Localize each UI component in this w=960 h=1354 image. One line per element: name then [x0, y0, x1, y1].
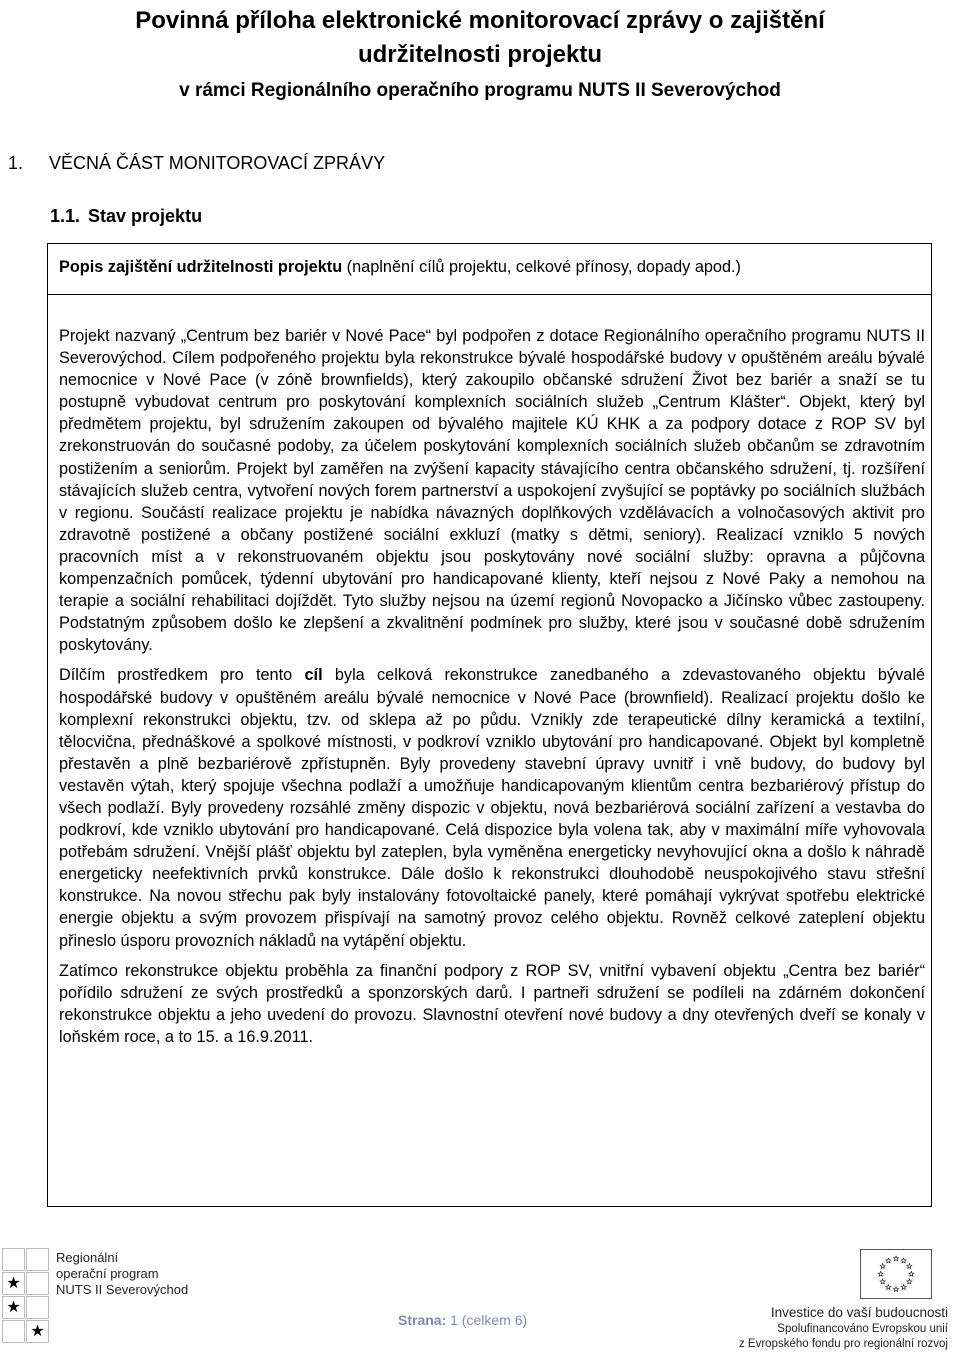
paragraph-1: Projekt nazvaný „Centrum bez bariér v Nové Pace“ byl podpořen z dotace Regionálního operačního programu NUTS II Severovýchod. Cílem podpořeného projektu byla rekonstrukce bývalé hospodářské budovy v opuštěném areálu bývalé nemocnice v Nové Pace (v zóně brownfields), který zakoupilo občanské sdružení Život bez bariér a snaží se tu postupně vybudovat centrum pro poskytování komplexních sociálních služeb „Centrum Klášter“. Objekt, který byl předmětem projektu, byl sdružením zakoupen od bývalého majitele KÚ KHK a za podpory dotace z ROP SV byl zrekonstruován do současné podoby, za účelem poskytování komplexních sociálních služeb občanům se zdravotním postižením a seniorům. Projekt byl zaměřen na zvýšení kapacity stávajícího centra občanského sdružení, tj. rozšíření stávajících služeb centra, vytvoření nových forem partnerství a uspokojení zvyšující se poptávky po sociálních službách v regionu. Součástí realizace projektu je nabídka návazných doplňkových vzdělávacích a volnočasových aktivit pro zdravotně postižené a občany postižené sociální exkluzí (matky s dětmi, seniory). Realizací vzniklo 5 nových pracovních míst a v rekonstruovaném objektu jsou poskytovány nové sociální služby: opravna a půjčovna kompenzačních pomůcek, týdenní ubytování pro handicapované klienty, kteří nejsou z Nové Paky a nemohou na terapie a sociální rehabilitaci dojíždět. Tyto služby nejsou na území regionů Novopacko a Jičínsko vůbec zastoupeny. Podstatným způsobem došlo ke zlepšení a zkvalitnění podmínek pro služby, které jsou v současné době sdružením poskytovány. [59, 327, 925, 655]
logo-square [26, 1296, 49, 1319]
logo-line-2: operační program [56, 1266, 159, 1281]
box-heading-bold: Popis zajištění udržitelnosti projektu [59, 258, 343, 276]
section-title: VĚCNÁ ČÁST MONITOROVACÍ ZPRÁVY [49, 153, 386, 173]
star-icon: ★ [6, 1274, 21, 1292]
paragraph-2 [59, 664, 925, 951]
eu-star-icon [886, 1258, 891, 1263]
logo-square [2, 1248, 25, 1271]
eu-line-2: Spolufinancováno Evropskou unií [777, 1323, 948, 1335]
star-icon: ★ [6, 1298, 21, 1316]
subsection-number: 1.1. [50, 206, 81, 226]
section-heading [8, 150, 385, 176]
eu-star-icon [901, 1258, 906, 1263]
eu-star-icon [893, 1287, 898, 1292]
paragraph-2-bold: cíl [304, 666, 323, 685]
title-line-1: Povinná příloha elektronické monitorovací zprávy o zajištění [135, 7, 825, 34]
box-heading [48, 244, 931, 295]
rop-logo-text [56, 1250, 188, 1298]
paragraph-2-start: Dílčím prostředkem pro tento [59, 666, 305, 685]
eu-star-icon [878, 1271, 883, 1276]
page-number [398, 1312, 527, 1328]
eu-star-icon [909, 1271, 914, 1276]
logo-square [26, 1320, 49, 1343]
rop-logo-grid [2, 1248, 52, 1348]
logo-line-1: Regionální [56, 1250, 119, 1265]
eu-star-icon [880, 1264, 885, 1269]
page-label: Strana: [398, 1312, 447, 1328]
eu-star-icon [901, 1285, 906, 1290]
subsection-title: Stav projektu [88, 206, 203, 226]
star-icon: ★ [30, 1322, 45, 1340]
eu-star-icon [893, 1256, 898, 1261]
section-number: 1. [8, 153, 24, 173]
box-body [48, 295, 931, 1048]
paragraph-3: Zatímco rekonstrukce objektu proběhla za finanční podpory z ROP SV, vnitřní vybavení objektu „Centra bez bariér“ pořídilo sdružení ze svých prostředků a sponzorských darů. I partneři sdružení se podíleli na zdárném dokončení rekonstrukce objektu a jeho uvedení do provozu. Slavnostní otevření nové budovy a dny otevřených dveří se konaly v loňském roce, a to 15. a 16.9.2011. [59, 961, 925, 1046]
eu-text [739, 1304, 948, 1352]
document-subtitle: v rámci Regionálního operačního programu NUTS II Severovýchod [179, 80, 781, 101]
page-value: 1 (celkem 6) [450, 1312, 528, 1328]
logo-line-3: NUTS II Severovýchod [56, 1282, 189, 1297]
logo-square [2, 1296, 25, 1319]
logo-square [26, 1248, 49, 1271]
eu-star-icon [907, 1279, 912, 1284]
rop-logo [0, 1246, 210, 1350]
eu-line-1: Investice do vaší budoucnosti [770, 1305, 948, 1320]
subsection-heading [50, 203, 202, 229]
eu-logo [708, 1246, 960, 1354]
eu-line-3: z Evropského fondu pro regionální rozvoj [738, 1338, 948, 1350]
eu-star-icon [886, 1285, 891, 1290]
eu-star-icon [880, 1279, 885, 1284]
document-title [0, 4, 960, 72]
eu-flag-icon [860, 1249, 932, 1299]
eu-star-icon [907, 1264, 912, 1269]
paragraph-2-rest: byla celková rekonstrukce zanedbaného a zdevastovaného objektu bývalé hospodářské budovy v opuštěném areálu bývalé nemocnice v Nové Pace (brownfield). Realizací projektu došlo ke komplexní rekonstrukci objektu, tzv. od sklepa až po půdu. Vznikly zde terapeutické dílny keramická a textilní, tělocvična, přednáškové a spolkové místnosti, v podkroví vzniklo ubytování pro handicapované. Objekt byl kompletně přestavěn a plně bezbariérově zpřístupněn. Byly provedeny stavební úpravy uvnitř i vně budovy, do budovy byl vestavěn výtah, který spojuje všechna podlaží a umožňuje handicapovaným klientům centra bezbariérový přístup do všech podlaží. Byly provedeny rozsáhlé změny dispozic v objektu, nová bezbariérová sociální zařízení a vestavba do podkroví, kde vzniklo ubytování pro handicapované. Celá dispozice byla volena tak, aby v maximální míře vyhovovala potřebám sdružení. Vnější plášť objektu byl zateplen, byla vyměněna energeticky nevyhovující okna a došlo k náhradě energeticky neefektivních prvků konstrukce. Dále došlo k rekonstrukci dlouhodobě neuspokojivého stavu střešní konstrukce. Na novou střechu pak byly instalovány fotovoltaické panely, které pomáhají vykrývat spotřebu elektrické energie objektu a svým provozem přispívají na samotný provoz celého objektu. Rovněž celkové zateplení objektu přineslo úsporu provozních nákladů na vytápění objektu. [59, 666, 925, 950]
logo-square [26, 1272, 49, 1295]
logo-square [2, 1320, 25, 1343]
content-box [47, 243, 932, 1207]
logo-square [2, 1272, 25, 1295]
box-heading-note: (naplnění cílů projektu, celkové přínosy, dopady apod.) [342, 258, 741, 276]
title-line-2: udržitelnosti projektu [357, 41, 602, 68]
